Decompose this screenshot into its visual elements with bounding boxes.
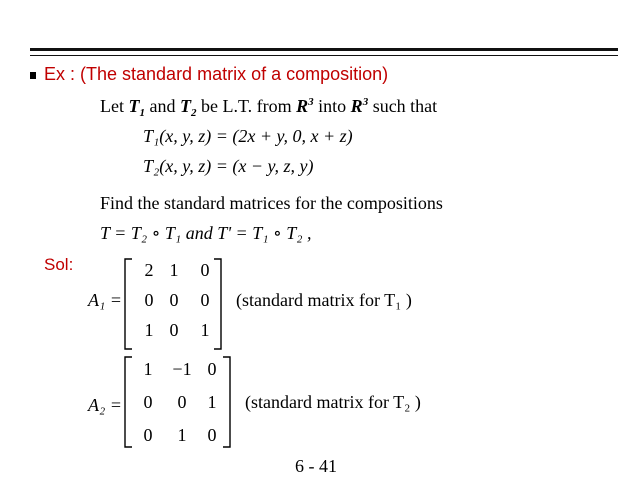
and-word: and (149, 96, 176, 116)
t2-symbol: $T_2$ (180, 96, 197, 119)
a2-label: A₂ = (88, 395, 122, 415)
example-title: Ex : (The standard matrix of a composition) (44, 64, 389, 84)
header-rule-thin (30, 55, 618, 56)
a2-cell-r3c1: 0 (143, 425, 153, 445)
r3-domain: $R^3$ (296, 96, 314, 116)
problem-statement (100, 96, 437, 119)
a1-cell-r2c3: 0 (200, 290, 210, 310)
a2-cell-r3c2: 1 (177, 425, 187, 445)
sol-label: Sol: (44, 255, 74, 274)
a2-cell-r2c2: 0 (177, 392, 187, 412)
a1-cell-r3c1: 1 (144, 320, 154, 340)
a1-cell-r1c1: 2 (144, 260, 154, 280)
a1-note: (standard matrix for T₁ ) (236, 290, 412, 310)
a1-label: A₁ = (88, 290, 122, 310)
let-word: Let (100, 96, 124, 116)
a1-cell-r1c2: 1 (169, 260, 179, 280)
header-rule-thick (30, 48, 618, 51)
such-that-text: such that (372, 96, 438, 116)
a1-cell-r3c3: 1 (200, 320, 210, 340)
t1-definition: T₁(x, y, z) = (2x + y, 0, x + z) (143, 126, 353, 146)
a2-cell-r2c3: 1 (207, 392, 217, 412)
t1-symbol: $T_1$ (128, 96, 145, 119)
a2-cell-r1c2: −1 (172, 359, 192, 379)
a1-cell-r2c2: 0 (169, 290, 179, 310)
into-word: into (318, 96, 347, 116)
a2-cell-r1c1: 1 (143, 359, 153, 379)
a1-left-bracket (124, 258, 134, 350)
t2-definition: T₂(x, y, z) = (x − y, z, y) (143, 156, 314, 176)
a1-cell-r3c2: 0 (169, 320, 179, 340)
a2-left-bracket (124, 356, 134, 448)
compositions-definition: T = T₂ ∘ T₁ and T' = T₁ ∘ T₂ , (100, 223, 312, 243)
a2-cell-r3c3: 0 (207, 425, 217, 445)
r3-codomain: $R^3$ (350, 96, 369, 116)
bullet-square-icon (30, 72, 36, 79)
find-instruction: Find the standard matrices for the compositions (100, 193, 443, 213)
a2-cell-r1c3: 0 (207, 359, 217, 379)
page-number: 6 - 41 (295, 456, 337, 476)
a1-cell-r1c3: 0 (200, 260, 210, 280)
a2-cell-r2c1: 0 (143, 392, 153, 412)
a1-cell-r2c1: 0 (144, 290, 154, 310)
lt-from-text: be L.T. from (201, 96, 292, 116)
a2-note: (standard matrix for T₂ ) (245, 392, 421, 412)
